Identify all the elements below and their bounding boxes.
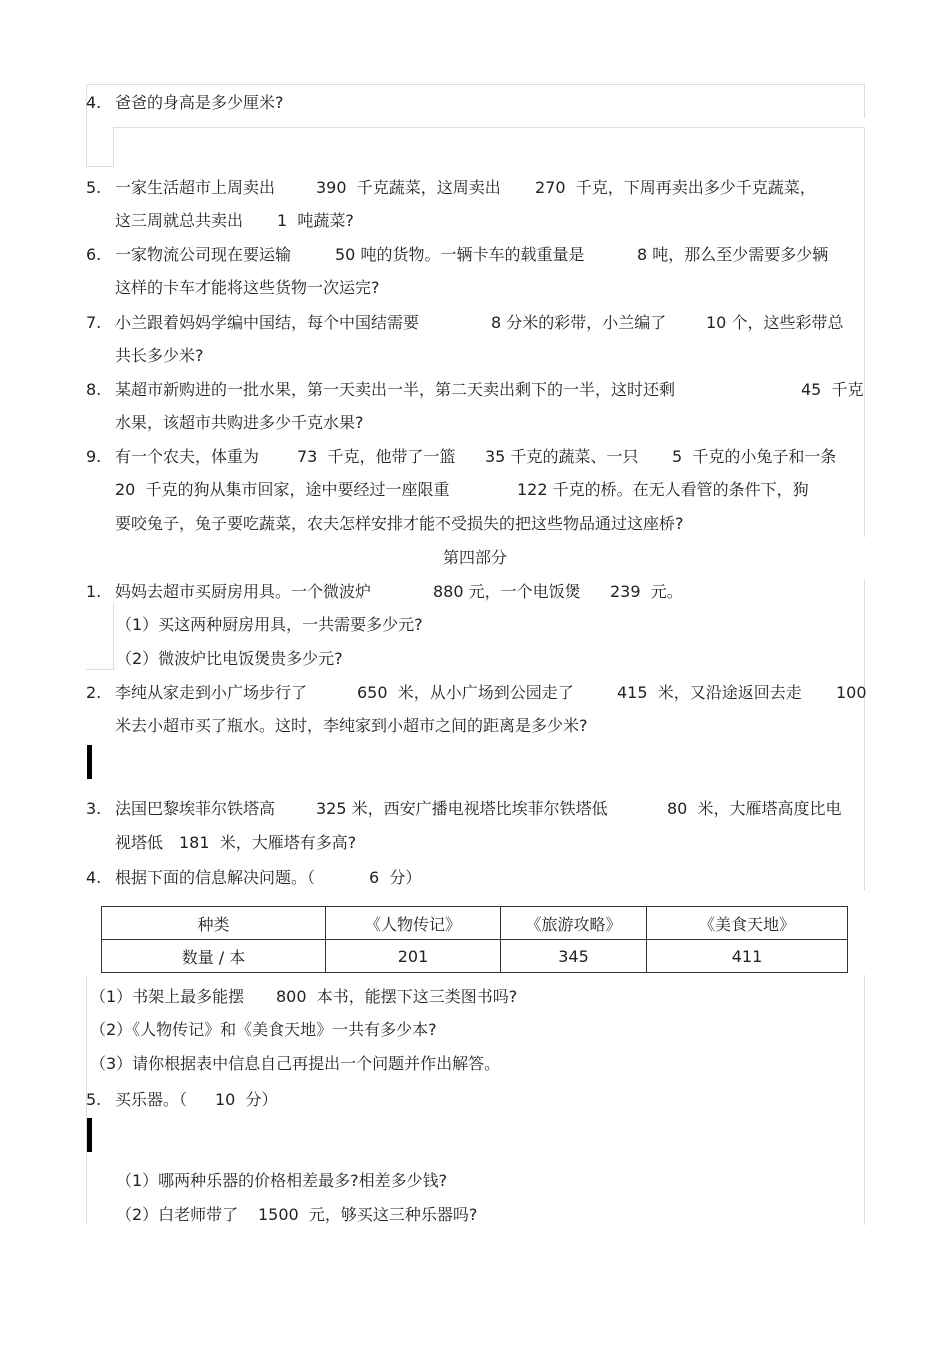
table-row [102,907,848,940]
s4-q3-text: 325 米，西安广播电视塔比埃菲尔铁塔低 [316,799,608,818]
image-placeholder-mark [87,745,92,779]
q4-text: 爸爸的身高是多少厘米? [115,93,284,112]
q6-text: 50 吨的货物。一辆卡车的载重量是 [335,245,585,264]
table-cell: 411 [647,940,848,973]
q6-text: 一家物流公司现在要运输 [115,245,292,264]
s4-q2-text: 415 米，又沿途返回去走 [617,683,802,702]
table-row [102,940,848,973]
s4-q4-sub3: （3）请你根据表中信息自己再提出一个问题并作出解答。 [90,1054,501,1073]
q9-text: 有一个农夫，体重为 [115,447,260,466]
frame-line [864,127,865,537]
q5-number: 5. [86,178,102,197]
s4-q2-text: 李纯从家走到小广场步行了 [115,683,308,702]
s4-q3-text: 181 米，大雁塔有多高? [179,833,357,852]
frame-line [864,975,865,1225]
section-title: 第四部分 [442,548,507,567]
s4-q5-sub2: 1500 元，够买这三种乐器吗? [258,1205,478,1224]
table-header-cell: 《人物传记》 [326,907,501,940]
q5-text: 270 千克，下周再卖出多少千克蔬菜， [535,178,816,197]
q5-text: 一家生活超市上周卖出 [115,178,276,197]
s4-q4-sub2: （2）《人物传记》和《美食天地》一共有多少本? [90,1020,437,1039]
q4-number: 4. [86,93,102,112]
q9-text: 要咬兔子，兔子要吃蔬菜，农夫怎样安排才能不受损失的把这些物品通过这座桥? [115,514,684,533]
table-header-cell: 《旅游攻略》 [501,907,647,940]
s4-q4-number: 4. [86,868,102,887]
frame-line [864,84,865,118]
s4-q4-text: 6 分） [369,868,422,887]
s4-q5-text: 10 分） [215,1090,278,1109]
q9-text: 35 千克的蔬菜、一只 [485,447,639,466]
q9-text: 122 千克的桥。在无人看管的条件下，狗 [517,480,809,499]
s4-q5-number: 5. [86,1090,102,1109]
frame-line [86,84,864,85]
table-header-cell: 种类 [102,907,326,940]
frame-line [86,669,114,670]
table-cell: 201 [326,940,501,973]
s4-q1-text: 239 元。 [610,582,683,601]
frame-line [86,166,114,167]
frame-line [113,127,114,167]
frame-line [113,603,114,669]
frame-line [113,127,864,128]
table-cell: 数量 / 本 [102,940,326,973]
frame-line [864,580,865,890]
q5-text: 这三周就总共卖出 [115,211,244,230]
table-cell: 345 [501,940,647,973]
q9-text: 5 千克的小兔子和一条 [672,447,837,466]
q7-text: 8 分米的彩带，小兰编了 [491,313,667,332]
table-header-cell: 《美食天地》 [647,907,848,940]
q7-text: 共长多少米? [115,346,204,365]
s4-q4-sub1: （1）书架上最多能摆 [90,987,245,1006]
s4-q3-text: 80 米，大雁塔高度比电 [667,799,842,818]
q8-text: 45 千克 [801,380,864,399]
q6-text: 这样的卡车才能将这些货物一次运完? [115,278,380,297]
q5-text: 390 千克蔬菜，这周卖出 [316,178,501,197]
s4-q5-sub1: （1）哪两种乐器的价格相差最多?相差多少钱? [116,1171,448,1190]
s4-q2-text: 650 米，从小广场到公园走了 [357,683,574,702]
s4-q1-text: 880 元，一个电饭煲 [433,582,581,601]
s4-q2-text: 米去小超市买了瓶水。这时，李纯家到小超市之间的距离是多少米? [115,716,588,735]
q6-text: 8 吨，那么至少需要多少辆 [637,245,829,264]
s4-q3-text: 法国巴黎埃菲尔铁塔高 [115,799,276,818]
image-placeholder-mark [87,1118,92,1152]
q5-text: 1 吨蔬菜? [277,211,354,230]
book-table [101,906,848,973]
q8-text: 水果，该超市共购进多少千克水果? [115,413,364,432]
s4-q1-sub1: （1）买这两种厨房用具，一共需要多少元? [116,615,423,634]
s4-q4-text: 根据下面的信息解决问题。（ [115,868,316,887]
s4-q4-sub1: 800 本书，能摆下这三类图书吗? [276,987,518,1006]
s4-q5-sub2: （2）白老师带了 [116,1205,239,1224]
s4-q1-sub2: （2）微波炉比电饭煲贵多少元? [116,649,343,668]
s4-q1-number: 1. [86,582,102,601]
s4-q3-number: 3. [86,799,102,818]
q8-number: 8. [86,380,102,399]
s4-q5-text: 买乐器。（ [115,1090,188,1109]
q6-number: 6. [86,245,102,264]
q9-number: 9. [86,447,102,466]
q8-text: 某超市新购进的一批水果，第一天卖出一半，第二天卖出剩下的一半，这时还剩 [115,380,676,399]
q7-number: 7. [86,313,102,332]
q7-text: 10 个，这些彩带总 [706,313,844,332]
q7-text: 小兰跟着妈妈学编中国结，每个中国结需要 [115,313,420,332]
s4-q1-text: 妈妈去超市买厨房用具。一个微波炉 [115,582,372,601]
s4-q2-number: 2. [86,683,102,702]
s4-q3-text: 视塔低 [115,833,164,852]
q9-text: 73 千克，他带了一篮 [297,447,456,466]
s4-q2-text: 100 [836,683,867,702]
q9-text: 20 千克的狗从集市回家，途中要经过一座限重 [115,480,450,499]
